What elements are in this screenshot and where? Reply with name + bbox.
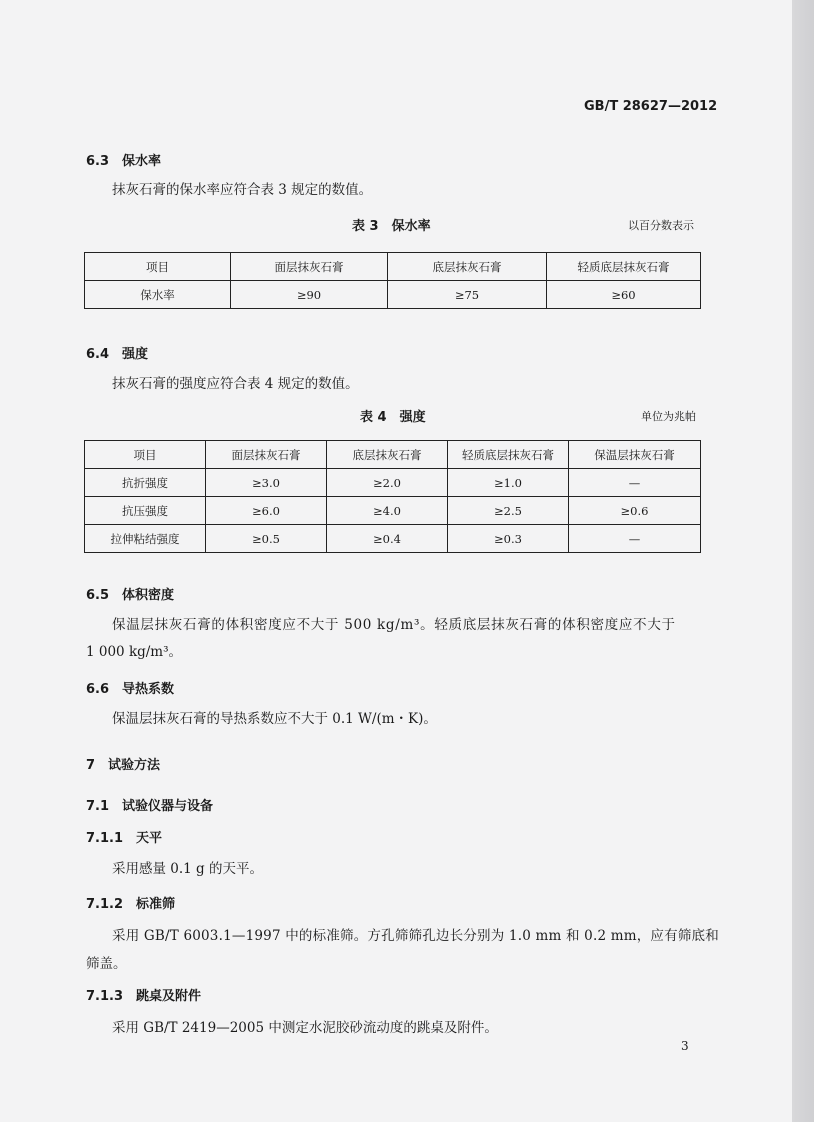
table-header-cell: 轻质底层抹灰石膏 <box>547 253 701 281</box>
table-cell: ≥4.0 <box>327 497 448 525</box>
table-cell: — <box>569 525 701 553</box>
table-4-unit: 单位为兆帕 <box>641 410 696 423</box>
table-header-cell: 面层抹灰石膏 <box>231 253 388 281</box>
table-3-caption: 表 3 保水率 <box>352 219 431 234</box>
table-header-cell: 底层抹灰石膏 <box>327 441 448 469</box>
table-header-cell: 项目 <box>85 441 206 469</box>
table-row <box>85 497 701 525</box>
table-cell: — <box>569 469 701 497</box>
table-cell: ≥60 <box>547 281 701 309</box>
table-3-unit: 以百分数表示 <box>628 219 694 232</box>
section-7-1-1-title: 7.1.1 天平 <box>86 831 163 846</box>
table-cell: ≥0.3 <box>448 525 569 553</box>
table-header-row <box>85 253 701 281</box>
section-7-title: 7 试验方法 <box>86 758 161 773</box>
table-header-cell: 底层抹灰石膏 <box>388 253 547 281</box>
table-header-row <box>85 441 701 469</box>
table-cell: 拉伸粘结强度 <box>85 525 206 553</box>
section-6-3-para: 抹灰石膏的保水率应符合表 3 规定的数值。 <box>112 182 373 198</box>
table-cell: ≥90 <box>231 281 388 309</box>
section-6-6-title: 6.6 导热系数 <box>86 682 175 697</box>
table-header-cell: 面层抹灰石膏 <box>206 441 327 469</box>
table-4-caption: 表 4 强度 <box>360 410 426 425</box>
table-cell: 保水率 <box>85 281 231 309</box>
section-7-1-2-para: 采用 GB/T 6003.1—1997 中的标准筛。方孔筛筛孔边长分别为 1.0 mm 和 0.2 mm，应有筛底和 <box>112 928 719 944</box>
table-3 <box>84 252 701 309</box>
table-cell: ≥2.0 <box>327 469 448 497</box>
standard-code: GB/T 28627—2012 <box>584 99 718 114</box>
table-cell: ≥1.0 <box>448 469 569 497</box>
page-number: 3 <box>681 1039 689 1053</box>
table-row <box>85 281 701 309</box>
section-7-1-1-para: 采用感量 0.1 g 的天平。 <box>112 861 263 877</box>
section-6-6-para: 保温层抹灰石膏的导热系数应不大于 0.1 W/(m・K)。 <box>112 711 437 727</box>
table-row <box>85 525 701 553</box>
table-4 <box>84 440 701 553</box>
section-6-4-title: 6.4 强度 <box>86 347 149 362</box>
table-cell: 抗折强度 <box>85 469 206 497</box>
section-6-5-para: 保温层抹灰石膏的体积密度应不大于 500 kg/m³。轻质底层抹灰石膏的体积密度应不大于 <box>112 617 676 633</box>
section-6-4-para: 抹灰石膏的强度应符合表 4 规定的数值。 <box>112 376 359 392</box>
table-cell: 抗压强度 <box>85 497 206 525</box>
scan-edge <box>792 0 814 1122</box>
section-6-5-para-cont: 1 000 kg/m³。 <box>86 644 183 660</box>
table-header-cell: 轻质底层抹灰石膏 <box>448 441 569 469</box>
table-cell: ≥3.0 <box>206 469 327 497</box>
table-cell: ≥0.5 <box>206 525 327 553</box>
table-header-cell: 项目 <box>85 253 231 281</box>
section-7-1-3-title: 7.1.3 跳桌及附件 <box>86 989 202 1004</box>
section-6-5-title: 6.5 体积密度 <box>86 588 175 603</box>
section-7-1-3-para: 采用 GB/T 2419—2005 中测定水泥胶砂流动度的跳桌及附件。 <box>112 1020 498 1036</box>
section-7-1-2-para-cont: 筛盖。 <box>86 956 127 972</box>
table-header-cell: 保温层抹灰石膏 <box>569 441 701 469</box>
section-7-1-2-title: 7.1.2 标准筛 <box>86 897 176 912</box>
table-cell: ≥0.4 <box>327 525 448 553</box>
table-cell: ≥75 <box>388 281 547 309</box>
table-cell: ≥6.0 <box>206 497 327 525</box>
section-6-3-title: 6.3 保水率 <box>86 154 162 169</box>
table-cell: ≥0.6 <box>569 497 701 525</box>
table-row <box>85 469 701 497</box>
table-cell: ≥2.5 <box>448 497 569 525</box>
section-7-1-title: 7.1 试验仪器与设备 <box>86 799 214 814</box>
